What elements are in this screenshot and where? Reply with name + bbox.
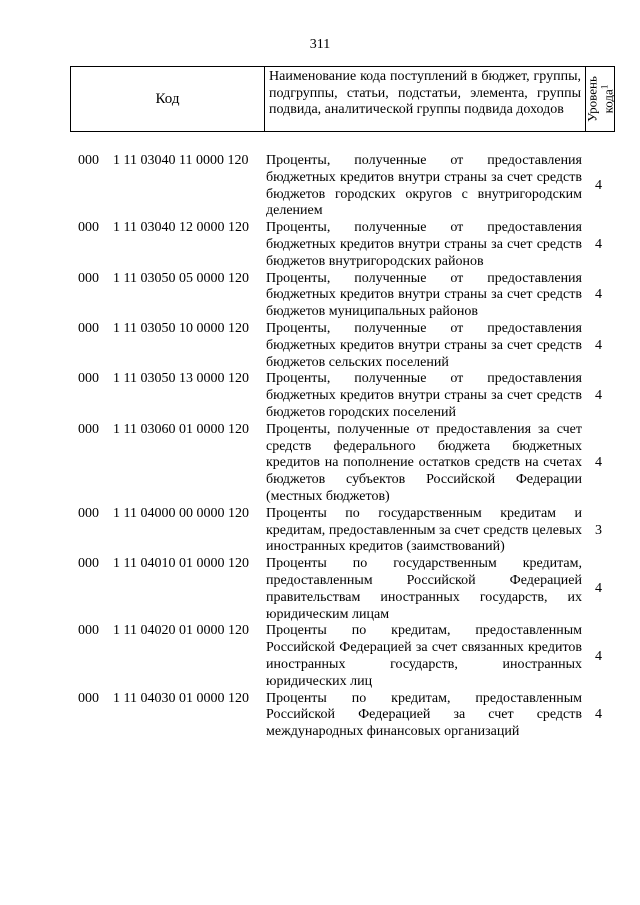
table-row — [78, 691, 615, 741]
row-prefix: 000 — [78, 690, 99, 706]
header-code: Код — [71, 67, 265, 131]
row-name: Проценты, полученные от предоставления бюджетных кредитов внутри страны за счет средств бюджетов городских поселений — [266, 371, 582, 420]
table-row — [78, 321, 615, 371]
row-prefix: 000 — [78, 421, 99, 437]
row-level: 4 — [595, 707, 602, 723]
row-level: 4 — [595, 648, 602, 664]
table-row — [78, 623, 615, 690]
row-prefix: 000 — [78, 320, 99, 336]
row-prefix: 000 — [78, 371, 99, 387]
row-name: Проценты по государственным кредитам и кредитам, предоставленным за счет средств целевых иностранных кредитов (заимствований) — [266, 505, 582, 555]
table-body — [78, 153, 615, 741]
row-prefix: 000 — [78, 220, 99, 236]
header-level-label-2: кода — [600, 89, 616, 114]
table-row — [78, 556, 615, 623]
row-code: 1 11 04000 00 0000 120 — [113, 505, 249, 521]
row-prefix: 000 — [78, 505, 99, 521]
table-row — [78, 220, 615, 270]
row-code: 1 11 04010 01 0000 120 — [113, 556, 249, 572]
row-level: 4 — [595, 388, 602, 404]
row-prefix: 000 — [78, 153, 99, 168]
row-prefix: 000 — [78, 623, 99, 639]
row-code: 1 11 03050 05 0000 120 — [113, 270, 249, 286]
row-name: Проценты, полученные от предоставления бюджетных кредитов внутри страны за счет средств бюджетов внутригородских районов — [266, 220, 582, 269]
header-level-label: Уровень — [584, 76, 600, 122]
row-level: 4 — [595, 236, 602, 252]
row-level: 4 — [595, 287, 602, 303]
table-row — [78, 506, 615, 556]
row-level: 4 — [595, 337, 602, 353]
table-row — [78, 422, 615, 506]
row-code: 1 11 03060 01 0000 120 — [113, 421, 249, 437]
header-name: Наименование кода поступлений в бюджет, группы, подгруппы, статьи, подстатьи, элемента, группы подвида, аналитической группы подвида доходов — [265, 67, 586, 131]
row-level: 4 — [595, 455, 602, 471]
row-level: 3 — [595, 522, 602, 538]
table-row — [78, 271, 615, 321]
row-code: 1 11 03050 13 0000 120 — [113, 371, 249, 387]
row-code: 1 11 03050 10 0000 120 — [113, 320, 249, 336]
row-name: Проценты по кредитам, предоставленным Российской Федерацией за счет средств международных финансовых организаций — [266, 690, 582, 740]
row-name: Проценты, полученные от предоставления бюджетных кредитов внутри страны за счет средств бюджетов сельских поселений — [266, 320, 582, 370]
header-level — [586, 67, 614, 131]
table-row — [78, 153, 615, 220]
row-prefix: 000 — [78, 556, 99, 572]
row-code: 1 11 04030 01 0000 120 — [113, 690, 249, 706]
row-code: 1 11 04020 01 0000 120 — [113, 623, 249, 639]
row-name: Проценты, полученные от предоставления бюджетных кредитов внутри страны за счет средств бюджетов муниципальных районов — [266, 270, 582, 320]
header-level-text — [585, 76, 614, 122]
row-prefix: 000 — [78, 270, 99, 286]
table-header — [70, 66, 615, 132]
row-name: Проценты по кредитам, предоставленным Российской Федерацией за счет связанных кредитов иностранных государств, иностранных юридических лиц — [266, 623, 582, 689]
row-name: Проценты по государственным кредитам, предоставленным Российской Федерацией правительствам иностранных государств, их юридическим лицам — [266, 556, 582, 622]
row-code: 1 11 03040 11 0000 120 — [113, 153, 249, 168]
page-number: 311 — [309, 37, 331, 52]
table-row — [78, 371, 615, 421]
header-level-footnote: 1 — [599, 84, 610, 90]
row-level: 4 — [595, 581, 602, 597]
row-level: 4 — [595, 178, 602, 194]
row-name: Проценты, полученные от предоставления бюджетных кредитов внутри страны за счет средств бюджетов городских округов с внутригородским делением — [266, 153, 582, 219]
row-code: 1 11 03040 12 0000 120 — [113, 220, 249, 236]
row-name: Проценты, полученные от предоставления за счет средств федерального бюджета бюджетных кредитов на пополнение остатков средств на счетах бюджетов субъектов Российской Федерации (местных бюджетов) — [266, 421, 582, 504]
